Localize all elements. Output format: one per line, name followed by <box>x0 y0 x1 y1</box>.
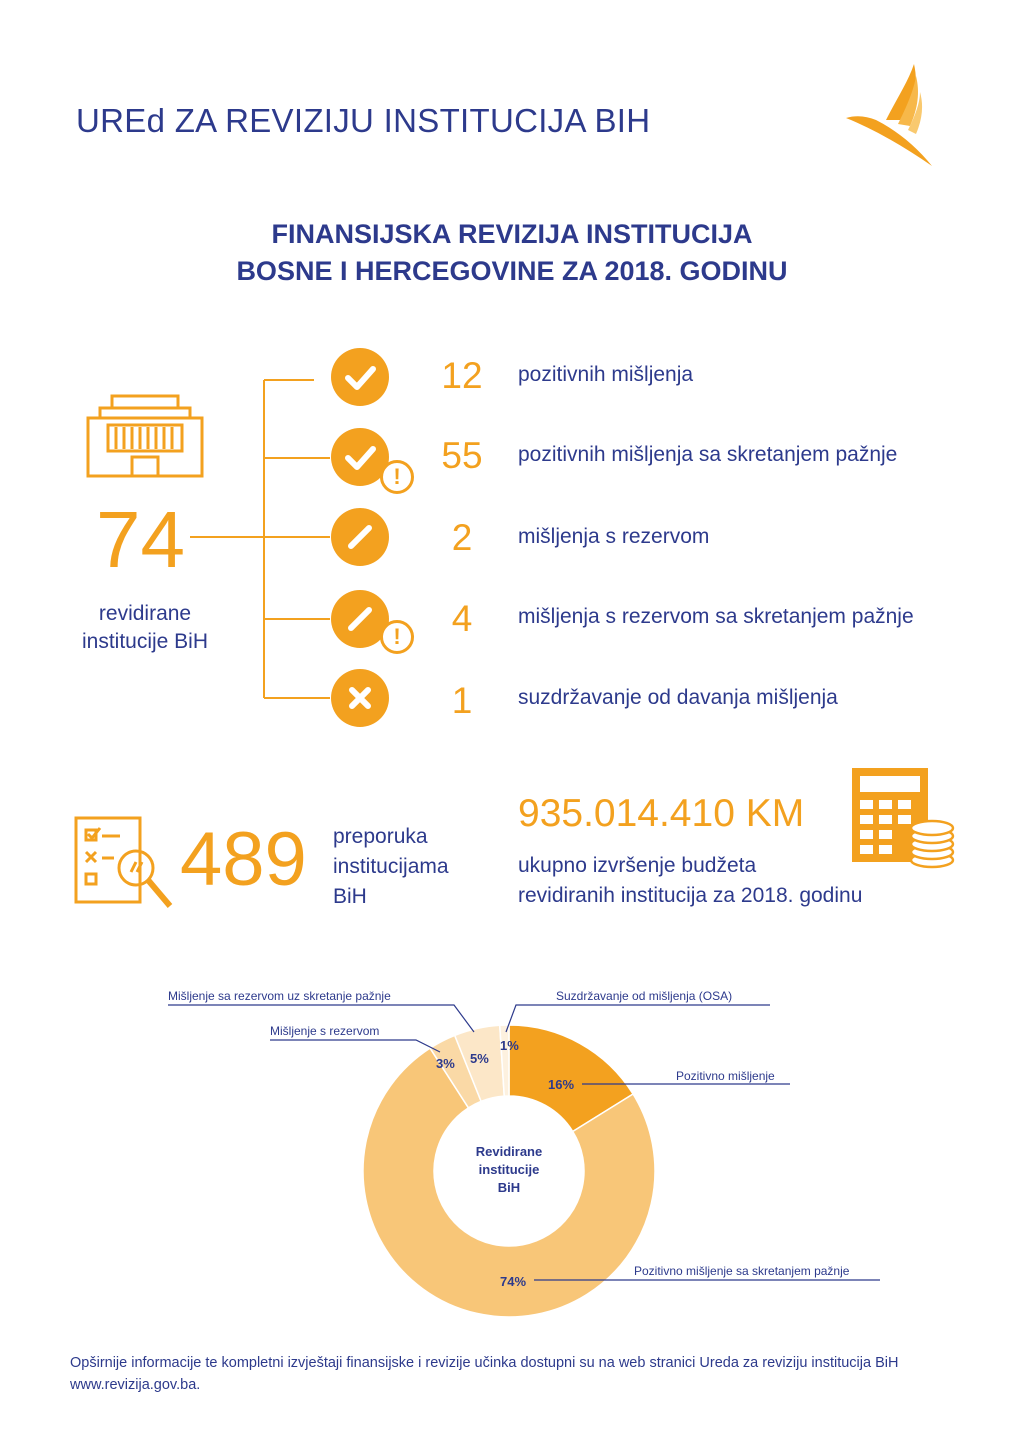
budget-label: ukupno izvršenje budžeta revidiranih institucija za 2018. godinu <box>518 854 863 907</box>
value-label-qualified-emphasis: 5% <box>470 1051 489 1066</box>
organization-name: UREd ZA REVIZIJU INSTITUCIJA BIH <box>76 102 651 139</box>
cross-icon <box>331 669 389 727</box>
checklist-magnifier-icon <box>74 816 182 916</box>
category-label-positive-emphasis: Pozitivno mišljenje sa skretanjem pažnje <box>634 1264 850 1278</box>
leader-disclaimer <box>506 1005 770 1032</box>
footer-note: Opširnije informacije te kompletni izvještaji finansijske i revizije učinka dostupni su na web stranici Ureda za reviziju institucija BiH www.revizija.gov.ba. <box>70 1355 899 1393</box>
opinion-count-qualified: 2 <box>451 517 473 558</box>
warning-icon: ! <box>380 620 414 654</box>
category-label-disclaimer: Suzdržavanje od mišljenja (OSA) <box>556 989 733 1003</box>
value-label-positive-emphasis: 74% <box>500 1274 527 1289</box>
value-label-positive: 16% <box>548 1077 575 1092</box>
opinion-count-disclaimer: 1 <box>451 680 473 721</box>
slash-icon <box>331 508 389 566</box>
calculator-coins-icon <box>852 768 956 872</box>
opinion-count-positive-emphasis: 55 <box>441 435 483 476</box>
warning-icon: ! <box>380 460 414 494</box>
center-label-line-3: BiH <box>497 1180 521 1195</box>
leader-qualified <box>270 1040 440 1052</box>
page-title <box>0 216 1024 290</box>
center-label-line-1: Revidirane <box>475 1144 543 1159</box>
recommendations-count: 489 <box>180 817 307 902</box>
logo-wing-icon <box>836 60 946 172</box>
opinion-label-positive-emphasis: pozitivnih mišljenja sa skretanjem pažnje <box>518 443 898 466</box>
category-label-positive: Pozitivno mišljenje <box>676 1069 775 1083</box>
category-label-qualified: Mišljenje s rezervom <box>270 1024 380 1038</box>
total-audited-count: 74 <box>96 495 185 584</box>
check-icon <box>331 348 389 406</box>
value-label-disclaimer: 1% <box>500 1038 519 1053</box>
opinion-count-qualified-emphasis: 4 <box>451 598 473 639</box>
value-label-qualified: 3% <box>436 1056 455 1071</box>
opinion-label-qualified: mišljenja s rezervom <box>518 525 710 548</box>
total-audited-label: revidirane institucije BiH <box>81 602 209 653</box>
opinions-donut-chart <box>0 970 1024 1330</box>
title-line-1: FINANSIJSKA REVIZIJA INSTITUCIJA <box>271 219 753 249</box>
bracket-connector <box>190 370 340 700</box>
center-label-line-2: institucije <box>478 1162 540 1177</box>
opinion-label-disclaimer: suzdržavanje od davanja mišljenja <box>518 686 838 709</box>
opinion-label-positive: pozitivnih mišljenja <box>518 363 694 386</box>
recommendations-label: preporuka institucijama BiH <box>333 825 449 908</box>
building-icon <box>86 393 204 479</box>
category-label-qualified-emphasis: Mišljenje sa rezervom uz skretanje pažnje <box>168 989 391 1003</box>
budget-amount: 935.014.410 KM <box>518 792 805 835</box>
opinion-label-qualified-emphasis: mišljenja s rezervom sa skretanjem pažnje <box>518 605 914 628</box>
title-line-2: BOSNE I HERCEGOVINE ZA 2018. GODINU <box>236 256 788 286</box>
opinion-count-positive: 12 <box>441 355 483 396</box>
